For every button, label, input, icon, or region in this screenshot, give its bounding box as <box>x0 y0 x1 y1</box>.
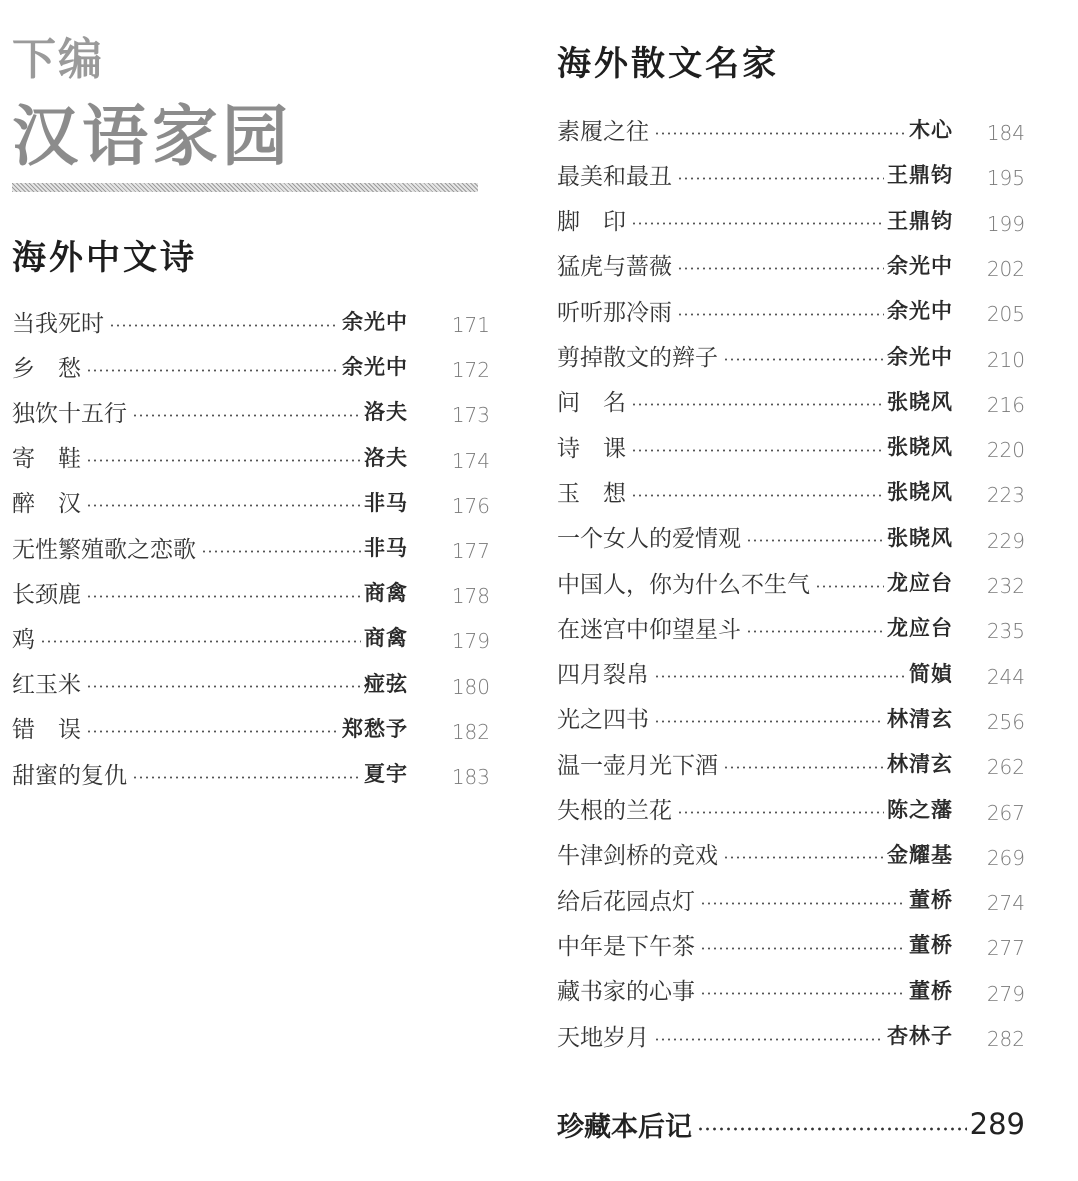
leader-dots <box>654 675 906 678</box>
leader-dots <box>677 267 884 270</box>
toc-entry-title: 无性繁殖歌之恋歌 <box>12 536 196 563</box>
leader-dots <box>86 595 361 598</box>
toc-entry-page-number: 171 <box>451 313 490 337</box>
toc-entry[interactable] <box>557 430 953 462</box>
leader-dots <box>654 1038 884 1041</box>
toc-entry-page-number: 269 <box>986 845 1025 870</box>
toc-entry-page-number: 173 <box>451 403 490 428</box>
toc-entry-title: 当我死时 <box>12 310 104 337</box>
toc-entry[interactable] <box>12 712 408 744</box>
toc-entry-page-number: 174 <box>451 448 490 473</box>
toc-entry-author: 余光中 <box>887 252 953 278</box>
toc-entry[interactable] <box>12 667 408 699</box>
toc-entry-title: 在迷宫中仰望星斗 <box>557 616 741 643</box>
toc-entry[interactable] <box>557 702 953 734</box>
leader-dots <box>700 947 906 950</box>
toc-entry-title: 甜蜜的复仇 <box>12 762 127 789</box>
leader-dots <box>746 539 884 542</box>
toc-entry-title: 鸡 <box>12 626 35 653</box>
toc-entry-page-number: 184 <box>986 121 1025 145</box>
toc-entry-author: 郑愁予 <box>342 715 408 741</box>
toc-entry-page-number: 216 <box>986 392 1025 417</box>
toc-entry-author: 张晓风 <box>887 479 953 505</box>
toc-entry-author: 杏林子 <box>887 1023 953 1048</box>
leader-dots <box>86 504 361 507</box>
toc-entry-page-number: 195 <box>986 166 1025 191</box>
leader-dots <box>631 449 884 452</box>
toc-entry-title: 光之四书 <box>557 707 649 734</box>
hatched-divider <box>12 183 478 192</box>
toc-entry[interactable] <box>557 249 953 281</box>
toc-entry[interactable] <box>12 305 408 337</box>
toc-entry[interactable] <box>557 521 953 553</box>
toc-entry[interactable] <box>557 838 953 870</box>
toc-entry-title: 红玉米 <box>12 672 81 699</box>
toc-entry[interactable] <box>557 475 953 507</box>
toc-entry-page-number: 223 <box>986 483 1025 508</box>
toc-entry[interactable] <box>12 531 408 563</box>
leader-dots <box>109 324 339 327</box>
toc-entry[interactable] <box>557 928 953 960</box>
toc-entry-title: 失根的兰花 <box>557 798 672 824</box>
toc-entry-author: 商禽 <box>364 580 408 606</box>
toc-entry-page-number: 179 <box>451 629 490 654</box>
leader-dots <box>86 730 339 733</box>
toc-entry-title: 醉 汉 <box>12 491 81 518</box>
toc-entry-page-number: 172 <box>451 358 490 383</box>
toc-entry-page-number: 177 <box>451 539 490 563</box>
toc-entry-page-number: 244 <box>986 664 1025 689</box>
toc-entry-author: 余光中 <box>342 354 408 380</box>
leader-dots <box>723 856 884 859</box>
toc-entry-author: 余光中 <box>887 298 953 324</box>
toc-entry-title: 一个女人的爱情观 <box>557 526 741 553</box>
toc-entry-title: 牛津剑桥的竞戏 <box>557 843 718 870</box>
toc-entry-title: 长颈鹿 <box>12 581 81 608</box>
leader-dots <box>746 630 884 633</box>
toc-entry-title: 四月裂帛 <box>557 662 649 689</box>
toc-entry-author: 金耀基 <box>887 841 953 867</box>
leader-dots <box>132 414 361 417</box>
leader-dots <box>631 222 884 225</box>
toc-entry-title: 温一壶月光下酒 <box>557 752 718 779</box>
toc-entry-author: 余光中 <box>887 343 953 369</box>
leader-dots <box>654 720 884 723</box>
toc-entry-author: 董桥 <box>909 932 953 958</box>
toc-entry-author: 林清玄 <box>887 751 953 777</box>
toc-entry-page-number: 180 <box>451 674 490 699</box>
poetry-section-heading: 海外中文诗 <box>12 238 197 278</box>
toc-entry[interactable] <box>557 611 953 643</box>
toc-entry-author: 董桥 <box>909 887 953 913</box>
leader-dots <box>631 494 884 497</box>
leader-dots <box>201 550 361 553</box>
toc-entry[interactable] <box>557 385 953 417</box>
toc-entry[interactable] <box>12 757 408 789</box>
toc-entry[interactable] <box>12 621 408 653</box>
afterword-entry[interactable] <box>557 1104 1025 1144</box>
toc-entry-author: 简媜 <box>909 660 953 686</box>
toc-entry-page-number: 176 <box>451 493 490 518</box>
toc-entry[interactable] <box>12 486 408 518</box>
toc-entry-title: 听听那冷雨 <box>557 299 672 326</box>
toc-entry-page-number: 279 <box>986 981 1025 1006</box>
toc-entry-page-number: 256 <box>986 709 1025 734</box>
toc-entry-author: 洛夫 <box>364 444 408 470</box>
toc-entry-page-number: 205 <box>986 302 1025 327</box>
toc-entry[interactable] <box>557 747 953 779</box>
toc-entry-page-number: 178 <box>451 584 490 609</box>
toc-entry-title: 玉 想 <box>557 480 626 507</box>
toc-entry-author: 王鼎钧 <box>887 162 953 188</box>
toc-entry-author: 洛夫 <box>364 399 408 425</box>
leader-dots <box>677 811 884 814</box>
toc-entry-page-number: 199 <box>986 211 1025 236</box>
toc-entry-author: 痖弦 <box>364 670 408 696</box>
toc-entry[interactable] <box>12 395 408 427</box>
toc-entry-page-number: 232 <box>986 574 1025 598</box>
leader-dots <box>654 132 906 135</box>
prose-section-heading: 海外散文名家 <box>557 44 779 84</box>
leader-dots <box>815 585 884 588</box>
toc-entry-page-number: 220 <box>986 438 1025 463</box>
toc-entry-page-number: 183 <box>451 765 490 789</box>
toc-entry-title: 中年是下午茶 <box>557 933 695 960</box>
toc-entry-page-number: 202 <box>986 256 1025 281</box>
toc-entry-author: 非马 <box>364 535 408 560</box>
toc-entry-page-number: 267 <box>986 800 1025 825</box>
toc-entry-author: 商禽 <box>364 625 408 651</box>
toc-entry[interactable] <box>557 793 953 825</box>
part-title: 汉语家园 <box>12 97 292 175</box>
part-label: 下编 <box>12 34 104 85</box>
toc-entry[interactable] <box>557 657 953 689</box>
toc-entry-author: 夏宇 <box>364 761 408 786</box>
afterword-title: 珍藏本后记 <box>557 1111 692 1143</box>
toc-entry-page-number: 229 <box>986 528 1025 553</box>
afterword-page-number: 289 <box>969 1107 1025 1141</box>
leader-dots <box>677 313 884 316</box>
toc-entry[interactable] <box>557 158 953 190</box>
leader-dots <box>132 776 361 779</box>
toc-entry-author: 非马 <box>364 489 408 515</box>
toc-entry-title: 藏书家的心事 <box>557 979 695 1006</box>
toc-entry[interactable] <box>557 340 953 372</box>
toc-entry-title: 天地岁月 <box>557 1024 649 1051</box>
toc-entry-title: 独饮十五行 <box>12 400 127 427</box>
leader-dots <box>631 403 884 406</box>
toc-entry-author: 林清玄 <box>887 705 953 731</box>
leader-dots <box>86 459 361 462</box>
leader-dots <box>677 177 884 180</box>
toc-entry[interactable] <box>12 441 408 473</box>
toc-entry-author: 陈之藩 <box>887 796 953 822</box>
toc-entry-title: 寄 鞋 <box>12 446 81 473</box>
toc-entry[interactable] <box>557 1019 953 1051</box>
toc-entry-title: 错 误 <box>12 717 81 744</box>
toc-entry[interactable] <box>557 113 953 145</box>
toc-entry-title: 剪掉散文的辫子 <box>557 345 718 371</box>
toc-entry-author: 龙应台 <box>887 570 953 595</box>
toc-entry-author: 木心 <box>909 117 953 142</box>
toc-entry-page-number: 262 <box>986 755 1025 780</box>
leader-dots <box>40 640 361 643</box>
leader-dots <box>697 1127 967 1131</box>
toc-entry-author: 龙应台 <box>887 615 953 641</box>
toc-entry[interactable] <box>12 576 408 608</box>
toc-entry-page-number: 277 <box>986 936 1025 961</box>
toc-entry-title: 诗 课 <box>557 435 626 462</box>
toc-entry-title: 最美和最丑 <box>557 163 672 190</box>
toc-entry[interactable] <box>557 883 953 915</box>
leader-dots <box>700 902 906 905</box>
toc-entry[interactable] <box>557 294 953 326</box>
toc-entry-author: 王鼎钧 <box>887 207 953 233</box>
toc-entry-title: 脚 印 <box>557 209 626 236</box>
toc-entry-author: 张晓风 <box>887 388 953 414</box>
toc-entry-author: 张晓风 <box>887 524 953 550</box>
toc-entry-page-number: 274 <box>986 891 1025 916</box>
toc-entry-author: 董桥 <box>909 977 953 1003</box>
toc-entry-page-number: 235 <box>986 619 1025 644</box>
toc-entry-page-number: 210 <box>986 347 1025 372</box>
leader-dots <box>723 358 884 361</box>
toc-entry-title: 问 名 <box>557 390 626 417</box>
toc-entry-title: 中国人，你为什么不生气 <box>557 571 810 598</box>
leader-dots <box>723 766 884 769</box>
toc-entry-title: 给后花园点灯 <box>557 888 695 915</box>
toc-entry[interactable] <box>557 566 953 598</box>
toc-entry-page-number: 282 <box>986 1027 1025 1051</box>
toc-entry-title: 乡 愁 <box>12 355 81 382</box>
toc-entry-author: 张晓风 <box>887 434 953 460</box>
toc-entry-page-number: 182 <box>451 719 490 744</box>
toc-entry-title: 猛虎与蔷薇 <box>557 254 672 281</box>
leader-dots <box>86 369 339 372</box>
toc-entry-author: 余光中 <box>342 309 408 334</box>
toc-entry[interactable] <box>12 350 408 382</box>
toc-entry[interactable] <box>557 204 953 236</box>
leader-dots <box>86 685 361 688</box>
leader-dots <box>700 992 906 995</box>
toc-entry[interactable] <box>557 974 953 1006</box>
toc-entry-title: 素履之往 <box>557 118 649 145</box>
